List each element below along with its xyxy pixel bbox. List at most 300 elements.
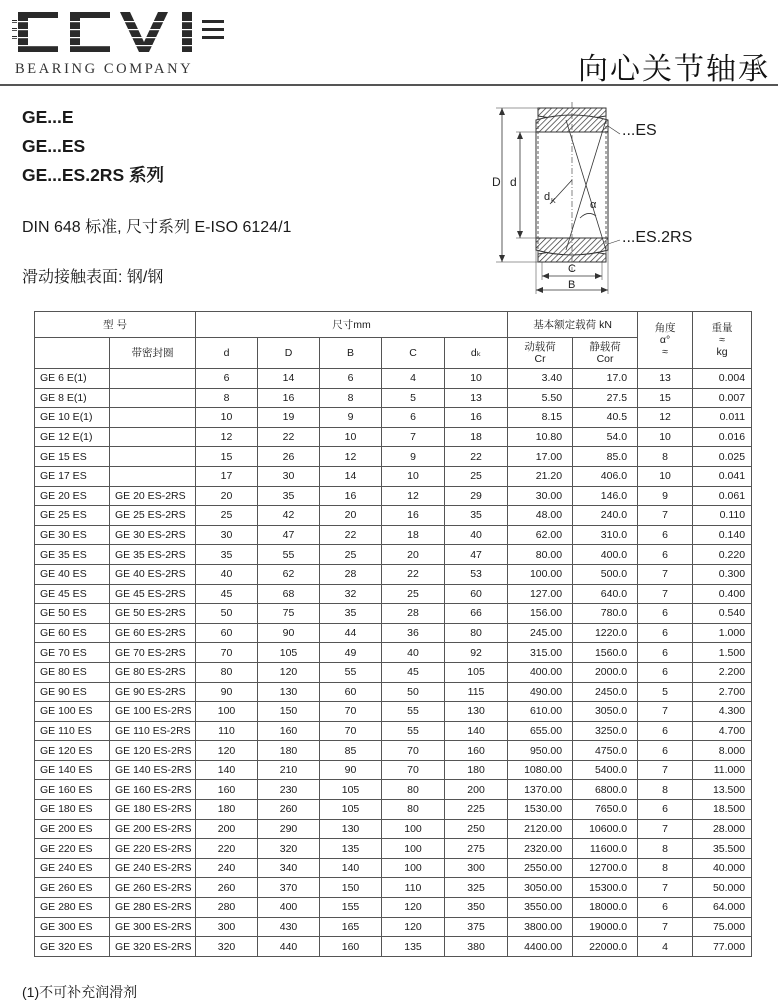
table-row	[35, 819, 752, 839]
cell-dynamic-load: 950.00	[508, 741, 573, 761]
cell-model: GE 25 ES	[35, 506, 110, 526]
cell-static-load: 3050.0	[573, 702, 638, 722]
cell-model: GE 240 ES	[35, 858, 110, 878]
cell-seal-model: GE 90 ES-2RS	[110, 682, 196, 702]
cell-C: 100	[382, 858, 445, 878]
cell-d: 60	[196, 623, 258, 643]
cell-dk: 200	[445, 780, 508, 800]
cell-angle: 6	[638, 545, 693, 565]
cell-angle: 7	[638, 819, 693, 839]
cell-dynamic-load: 3.40	[508, 369, 573, 389]
cell-dynamic-load: 5.50	[508, 388, 573, 408]
cell-angle: 6	[638, 525, 693, 545]
table-row	[35, 408, 752, 428]
table-row	[35, 369, 752, 389]
cell-angle: 7	[638, 760, 693, 780]
cell-d: 180	[196, 800, 258, 820]
cell-dk: 140	[445, 721, 508, 741]
cell-C: 25	[382, 584, 445, 604]
cell-dynamic-load: 156.00	[508, 604, 573, 624]
cell-angle: 8	[638, 839, 693, 859]
cell-D: 22	[258, 427, 320, 447]
cell-d: 260	[196, 878, 258, 898]
cell-weight: 4.700	[693, 721, 752, 741]
cell-B: 165	[320, 917, 382, 937]
cell-dk: 47	[445, 545, 508, 565]
cell-B: 135	[320, 839, 382, 859]
cell-B: 16	[320, 486, 382, 506]
table-row	[35, 388, 752, 408]
cell-d: 90	[196, 682, 258, 702]
cell-seal-model: GE 320 ES-2RS	[110, 937, 196, 957]
cell-weight: 0.041	[693, 466, 752, 486]
col-seal: 带密封圈	[110, 338, 196, 369]
cell-d: 70	[196, 643, 258, 663]
cell-D: 55	[258, 545, 320, 565]
cell-B: 90	[320, 760, 382, 780]
cell-model: GE 100 ES	[35, 702, 110, 722]
dim-B-label: B	[568, 279, 576, 291]
cell-seal-model: GE 25 ES-2RS	[110, 506, 196, 526]
cell-static-load: 7650.0	[573, 800, 638, 820]
cell-dk: 13	[445, 388, 508, 408]
cell-dynamic-load: 2550.00	[508, 858, 573, 878]
cell-model: GE 15 ES	[35, 447, 110, 467]
cell-D: 30	[258, 466, 320, 486]
cell-dk: 60	[445, 584, 508, 604]
dyn-symbol: Cr	[534, 353, 546, 365]
cell-C: 120	[382, 917, 445, 937]
cell-d: 100	[196, 702, 258, 722]
dyn-label: 动载荷	[524, 341, 556, 353]
cell-dynamic-load: 3550.00	[508, 898, 573, 918]
cell-B: 28	[320, 564, 382, 584]
cell-seal-model: GE 240 ES-2RS	[110, 858, 196, 878]
cell-weight: 0.007	[693, 388, 752, 408]
table-row	[35, 545, 752, 565]
cell-dynamic-load: 1530.00	[508, 800, 573, 820]
cell-C: 28	[382, 604, 445, 624]
cell-dk: 350	[445, 898, 508, 918]
cell-model: GE 200 ES	[35, 819, 110, 839]
col-group-load: 基本额定载荷 kN	[508, 312, 638, 338]
cell-static-load: 85.0	[573, 447, 638, 467]
cell-d: 17	[196, 466, 258, 486]
cell-angle: 6	[638, 604, 693, 624]
cell-static-load: 27.5	[573, 388, 638, 408]
table-row	[35, 466, 752, 486]
cell-D: 42	[258, 506, 320, 526]
cell-seal-model: GE 300 ES-2RS	[110, 917, 196, 937]
cell-seal-model: GE 45 ES-2RS	[110, 584, 196, 604]
cell-seal-model: GE 160 ES-2RS	[110, 780, 196, 800]
cell-weight: 75.000	[693, 917, 752, 937]
table-row	[35, 506, 752, 526]
table-row	[35, 447, 752, 467]
cell-D: 440	[258, 937, 320, 957]
cell-d: 30	[196, 525, 258, 545]
cell-static-load: 500.0	[573, 564, 638, 584]
cell-D: 75	[258, 604, 320, 624]
cell-seal-model: GE 35 ES-2RS	[110, 545, 196, 565]
cell-dk: 160	[445, 741, 508, 761]
cell-d: 10	[196, 408, 258, 428]
cell-model: GE 45 ES	[35, 584, 110, 604]
cell-angle: 6	[638, 662, 693, 682]
cell-dynamic-load: 1370.00	[508, 780, 573, 800]
cell-C: 80	[382, 780, 445, 800]
cell-d: 35	[196, 545, 258, 565]
cell-D: 120	[258, 662, 320, 682]
cell-angle: 8	[638, 447, 693, 467]
cell-dk: 25	[445, 466, 508, 486]
cell-D: 47	[258, 525, 320, 545]
cell-seal-model	[110, 408, 196, 428]
contact-surface-line: 滑动接触表面: 钢/钢	[22, 269, 164, 286]
table-row	[35, 702, 752, 722]
cell-weight: 50.000	[693, 878, 752, 898]
cell-angle: 7	[638, 564, 693, 584]
cell-B: 32	[320, 584, 382, 604]
cell-dynamic-load: 315.00	[508, 643, 573, 663]
table-row	[35, 584, 752, 604]
cell-B: 44	[320, 623, 382, 643]
cell-D: 430	[258, 917, 320, 937]
cell-weight: 0.300	[693, 564, 752, 584]
cell-dk: 80	[445, 623, 508, 643]
cell-seal-model: GE 60 ES-2RS	[110, 623, 196, 643]
cell-weight: 0.540	[693, 604, 752, 624]
cell-weight: 0.011	[693, 408, 752, 428]
cell-d: 300	[196, 917, 258, 937]
cell-C: 135	[382, 937, 445, 957]
cell-dynamic-load: 1080.00	[508, 760, 573, 780]
cell-d: 120	[196, 741, 258, 761]
cell-D: 16	[258, 388, 320, 408]
cell-static-load: 2450.0	[573, 682, 638, 702]
standard-line: DIN 648 标准, 尺寸系列 E-ISO 6124/1	[22, 219, 292, 236]
cell-dk: 18	[445, 427, 508, 447]
series-line: GE...E	[22, 107, 74, 127]
table-row	[35, 604, 752, 624]
cell-angle: 6	[638, 721, 693, 741]
cell-D: 26	[258, 447, 320, 467]
table-row	[35, 800, 752, 820]
cell-model: GE 6 E(1)	[35, 369, 110, 389]
cell-B: 155	[320, 898, 382, 918]
cell-C: 70	[382, 741, 445, 761]
cell-dk: 53	[445, 564, 508, 584]
table-row	[35, 858, 752, 878]
cell-static-load: 400.0	[573, 545, 638, 565]
cell-seal-model: GE 260 ES-2RS	[110, 878, 196, 898]
cell-seal-model	[110, 466, 196, 486]
cell-angle: 7	[638, 917, 693, 937]
cell-C: 80	[382, 800, 445, 820]
cell-C: 36	[382, 623, 445, 643]
cell-dynamic-load: 2120.00	[508, 819, 573, 839]
cell-C: 16	[382, 506, 445, 526]
cell-model: GE 320 ES	[35, 937, 110, 957]
cell-B: 105	[320, 780, 382, 800]
col-model	[35, 338, 110, 369]
cell-dynamic-load: 400.00	[508, 662, 573, 682]
cell-D: 180	[258, 741, 320, 761]
cell-angle: 12	[638, 408, 693, 428]
cell-dynamic-load: 3050.00	[508, 878, 573, 898]
cell-model: GE 30 ES	[35, 525, 110, 545]
col-B: B	[320, 338, 382, 369]
cell-seal-model: GE 120 ES-2RS	[110, 741, 196, 761]
table-row	[35, 878, 752, 898]
cell-dk: 10	[445, 369, 508, 389]
col-d: d	[196, 338, 258, 369]
cell-weight: 64.000	[693, 898, 752, 918]
cell-weight: 28.000	[693, 819, 752, 839]
dim-d-label: d	[510, 175, 517, 189]
col-dk: dₖ	[445, 338, 508, 369]
cell-B: 140	[320, 858, 382, 878]
cell-seal-model: GE 20 ES-2RS	[110, 486, 196, 506]
cell-dk: 250	[445, 819, 508, 839]
table-row	[35, 486, 752, 506]
cell-d: 140	[196, 760, 258, 780]
cell-static-load: 54.0	[573, 427, 638, 447]
cell-B: 49	[320, 643, 382, 663]
cell-D: 90	[258, 623, 320, 643]
cell-D: 230	[258, 780, 320, 800]
cell-seal-model: GE 100 ES-2RS	[110, 702, 196, 722]
cell-angle: 6	[638, 623, 693, 643]
cell-seal-model: GE 40 ES-2RS	[110, 564, 196, 584]
cell-model: GE 180 ES	[35, 800, 110, 820]
cell-B: 70	[320, 702, 382, 722]
cell-weight: 1.000	[693, 623, 752, 643]
cell-angle: 13	[638, 369, 693, 389]
cell-D: 290	[258, 819, 320, 839]
cell-model: GE 20 ES	[35, 486, 110, 506]
cell-weight: 0.220	[693, 545, 752, 565]
cell-dk: 300	[445, 858, 508, 878]
cell-angle: 4	[638, 937, 693, 957]
cell-angle: 9	[638, 486, 693, 506]
cell-d: 320	[196, 937, 258, 957]
cell-angle: 6	[638, 643, 693, 663]
cell-dynamic-load: 30.00	[508, 486, 573, 506]
cell-seal-model: GE 140 ES-2RS	[110, 760, 196, 780]
cell-C: 7	[382, 427, 445, 447]
cell-weight: 0.140	[693, 525, 752, 545]
cell-d: 25	[196, 506, 258, 526]
cell-dk: 380	[445, 937, 508, 957]
table-row	[35, 662, 752, 682]
cell-B: 25	[320, 545, 382, 565]
cell-seal-model: GE 200 ES-2RS	[110, 819, 196, 839]
cell-seal-model: GE 50 ES-2RS	[110, 604, 196, 624]
angle-approx: ≈	[662, 346, 668, 358]
cell-seal-model: GE 280 ES-2RS	[110, 898, 196, 918]
cell-model: GE 40 ES	[35, 564, 110, 584]
col-D: D	[258, 338, 320, 369]
cell-dk: 29	[445, 486, 508, 506]
cell-weight: 2.700	[693, 682, 752, 702]
weight-approx: ≈	[719, 334, 725, 346]
cell-B: 85	[320, 741, 382, 761]
cell-model: GE 120 ES	[35, 741, 110, 761]
table-row	[35, 760, 752, 780]
col-C: C	[382, 338, 445, 369]
cell-static-load: 18000.0	[573, 898, 638, 918]
cell-B: 9	[320, 408, 382, 428]
cell-d: 45	[196, 584, 258, 604]
angle-symbol: α°	[659, 334, 671, 346]
cell-D: 62	[258, 564, 320, 584]
cell-C: 5	[382, 388, 445, 408]
cell-C: 20	[382, 545, 445, 565]
cell-model: GE 50 ES	[35, 604, 110, 624]
cell-angle: 6	[638, 741, 693, 761]
cell-B: 8	[320, 388, 382, 408]
series-line: GE...ES	[22, 136, 86, 156]
table-row	[35, 427, 752, 447]
cell-seal-model	[110, 447, 196, 467]
table-row	[35, 898, 752, 918]
cell-static-load: 11600.0	[573, 839, 638, 859]
cell-B: 55	[320, 662, 382, 682]
cell-C: 4	[382, 369, 445, 389]
cell-D: 130	[258, 682, 320, 702]
cell-dynamic-load: 2320.00	[508, 839, 573, 859]
cell-B: 70	[320, 721, 382, 741]
cell-B: 6	[320, 369, 382, 389]
cell-weight: 0.004	[693, 369, 752, 389]
cell-dk: 40	[445, 525, 508, 545]
cell-weight: 8.000	[693, 741, 752, 761]
cell-static-load: 19000.0	[573, 917, 638, 937]
cell-D: 260	[258, 800, 320, 820]
stat-label: 静载荷	[589, 341, 621, 353]
dim-D-label: D	[492, 175, 501, 189]
cell-angle: 6	[638, 800, 693, 820]
cell-weight: 0.025	[693, 447, 752, 467]
cell-static-load: 1220.0	[573, 623, 638, 643]
cell-C: 55	[382, 702, 445, 722]
cell-D: 160	[258, 721, 320, 741]
cell-C: 50	[382, 682, 445, 702]
cell-dk: 130	[445, 702, 508, 722]
header-divider	[0, 84, 778, 86]
cell-model: GE 300 ES	[35, 917, 110, 937]
cell-static-load: 640.0	[573, 584, 638, 604]
cell-model: GE 70 ES	[35, 643, 110, 663]
cell-dynamic-load: 490.00	[508, 682, 573, 702]
cell-dynamic-load: 655.00	[508, 721, 573, 741]
cell-static-load: 22000.0	[573, 937, 638, 957]
cell-model: GE 260 ES	[35, 878, 110, 898]
cell-dynamic-load: 3800.00	[508, 917, 573, 937]
cell-dynamic-load: 21.20	[508, 466, 573, 486]
cell-B: 22	[320, 525, 382, 545]
cell-angle: 8	[638, 780, 693, 800]
cell-model: GE 90 ES	[35, 682, 110, 702]
footnote: (1)不可补充润滑剂	[22, 984, 138, 1000]
cell-D: 400	[258, 898, 320, 918]
cell-angle: 5	[638, 682, 693, 702]
page-title: 向心关节轴承	[578, 53, 770, 86]
cell-D: 35	[258, 486, 320, 506]
cell-C: 45	[382, 662, 445, 682]
cell-B: 130	[320, 819, 382, 839]
cell-dk: 105	[445, 662, 508, 682]
cell-dynamic-load: 62.00	[508, 525, 573, 545]
cell-d: 220	[196, 839, 258, 859]
cell-static-load: 310.0	[573, 525, 638, 545]
cell-static-load: 1560.0	[573, 643, 638, 663]
cell-B: 10	[320, 427, 382, 447]
cell-dynamic-load: 610.00	[508, 702, 573, 722]
table-row	[35, 682, 752, 702]
cell-static-load: 780.0	[573, 604, 638, 624]
cell-dynamic-load: 48.00	[508, 506, 573, 526]
cell-static-load: 5400.0	[573, 760, 638, 780]
cell-angle: 7	[638, 584, 693, 604]
cell-C: 55	[382, 721, 445, 741]
cell-weight: 2.200	[693, 662, 752, 682]
stat-symbol: Cor	[596, 353, 614, 365]
series-list	[22, 103, 164, 190]
cell-static-load: 17.0	[573, 369, 638, 389]
cell-static-load: 40.5	[573, 408, 638, 428]
cell-weight: 0.061	[693, 486, 752, 506]
cell-seal-model	[110, 427, 196, 447]
cell-d: 15	[196, 447, 258, 467]
cell-dk: 180	[445, 760, 508, 780]
cell-C: 18	[382, 525, 445, 545]
cell-static-load: 146.0	[573, 486, 638, 506]
table-row	[35, 643, 752, 663]
cell-weight: 0.400	[693, 584, 752, 604]
table-row	[35, 623, 752, 643]
cell-weight: 0.016	[693, 427, 752, 447]
cell-d: 110	[196, 721, 258, 741]
cell-static-load: 2000.0	[573, 662, 638, 682]
cell-weight: 77.000	[693, 937, 752, 957]
cell-dynamic-load: 80.00	[508, 545, 573, 565]
cell-model: GE 10 E(1)	[35, 408, 110, 428]
cell-angle: 10	[638, 466, 693, 486]
weight-label: 重量	[711, 322, 733, 334]
cell-dk: 35	[445, 506, 508, 526]
cell-weight: 1.500	[693, 643, 752, 663]
cell-d: 8	[196, 388, 258, 408]
cell-model: GE 17 ES	[35, 466, 110, 486]
cell-d: 280	[196, 898, 258, 918]
cell-C: 120	[382, 898, 445, 918]
cell-model: GE 80 ES	[35, 662, 110, 682]
cell-dk: 275	[445, 839, 508, 859]
col-weight	[693, 312, 752, 369]
cell-dk: 225	[445, 800, 508, 820]
cell-d: 20	[196, 486, 258, 506]
table-row	[35, 780, 752, 800]
cell-weight: 4.300	[693, 702, 752, 722]
cell-dk: 115	[445, 682, 508, 702]
cell-D: 370	[258, 878, 320, 898]
cell-seal-model: GE 180 ES-2RS	[110, 800, 196, 820]
cell-dk: 325	[445, 878, 508, 898]
cell-model: GE 12 E(1)	[35, 427, 110, 447]
table-row	[35, 741, 752, 761]
